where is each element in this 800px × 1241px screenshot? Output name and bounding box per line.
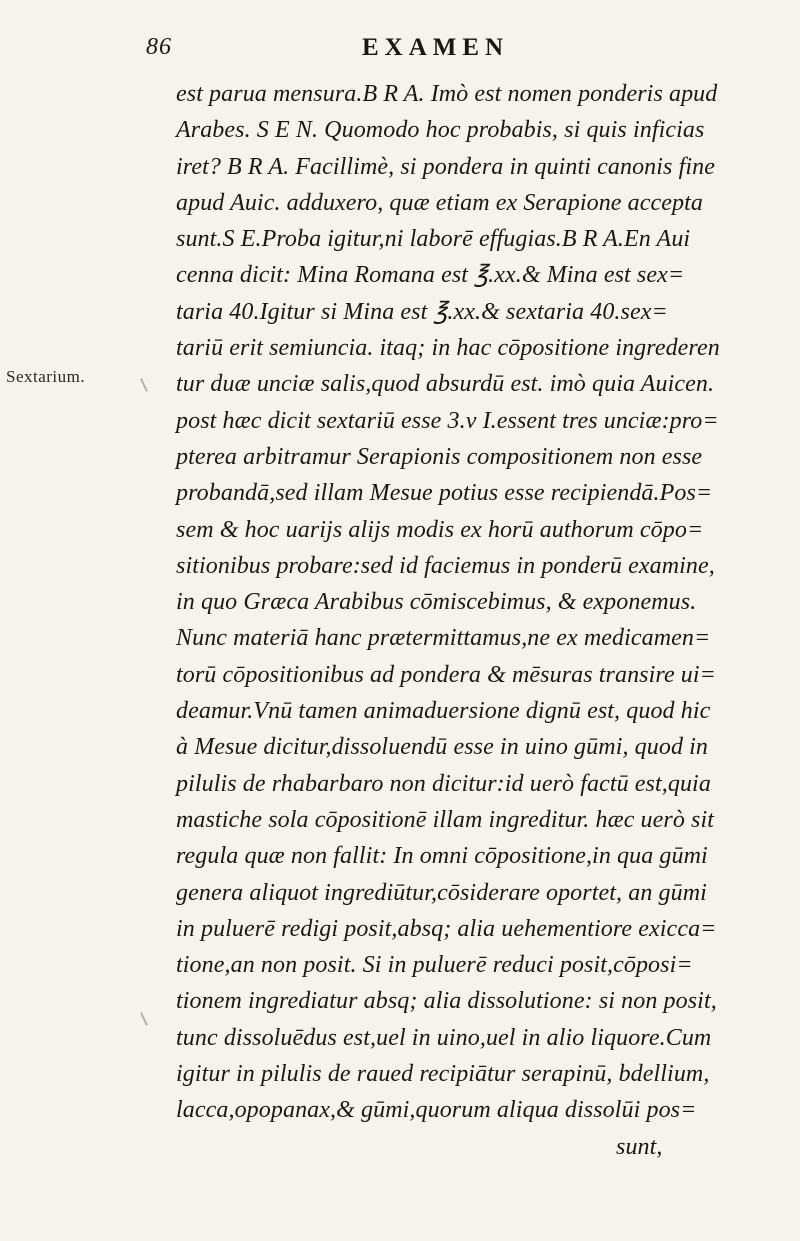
text-line: tunc dissoluēdus est,uel in uino,uel in alio liquore.Cum bbox=[176, 1024, 712, 1051]
text-line: genera aliquot ingrediūtur,cōsiderare oportet, an gūmi bbox=[176, 879, 707, 906]
margin-mark-lower bbox=[140, 1012, 148, 1026]
running-head bbox=[140, 34, 700, 68]
text-line: sitionibus probare:sed id faciemus in ponderū examine, bbox=[176, 552, 715, 579]
text-line: post hæc dicit sextariū esse 3.v I.essent tres unciæ:pro= bbox=[176, 407, 719, 434]
page-number: 86 bbox=[146, 34, 172, 60]
text-line: Nunc materiā hanc prætermittamus,ne ex medicamen= bbox=[176, 625, 711, 652]
text-line: est parua mensura.B R A. Imò est nomen ponderis apud bbox=[176, 81, 718, 107]
text-line: pterea arbitramur Serapionis compositionem non esse bbox=[176, 443, 703, 470]
text-line: tariū erit semiuncia. itaq; in hac cōpositione ingrederen bbox=[176, 335, 720, 362]
text-line: probandā,sed illam Mesue potius esse recipiendā.Pos= bbox=[176, 480, 713, 507]
text-line: sem & hoc uarijs alijs modis ex horū authorum cōpo= bbox=[176, 516, 704, 543]
text-line: iret? B R A. Facillimè, si pondera in quinti canonis fine bbox=[176, 153, 715, 180]
margin-mark-upper bbox=[140, 378, 148, 392]
text-line: in puluerē redigi posit,absq; alia uehementiore exicca= bbox=[176, 915, 717, 942]
text-line: igitur in pilulis de raued recipiātur serapinū, bdellium, bbox=[176, 1061, 710, 1088]
text-line: cenna dicit: Mina Romana est ℥.xx.& Mina est sex= bbox=[176, 262, 685, 289]
text-line: tione,an non posit. Si in puluerē reduci posit,cōposi= bbox=[176, 952, 693, 979]
text-line: sunt.S E.Proba igitur,ni laborē effugias.B R A.En Aui bbox=[176, 226, 691, 253]
text-line: deamur.Vnū tamen animaduersione dignū est, quod hic bbox=[176, 698, 711, 725]
text-line: apud Auic. adduxero, quæ etiam ex Serapione accepta bbox=[176, 189, 703, 216]
running-title: EXAMEN bbox=[362, 34, 510, 61]
text-line: lacca,opopanax,& gūmi,quorum aliqua dissolūi pos= bbox=[176, 1097, 697, 1124]
text-line: tur duæ unciæ salis,quod absurdū est. imò quia Auicen. bbox=[176, 371, 715, 398]
body-text bbox=[176, 76, 776, 1165]
text-line: regula quæ non fallit: In omni cōpositione,in qua gūmi bbox=[176, 843, 708, 870]
marginal-note: Sextarium. bbox=[6, 367, 86, 386]
text-line: à Mesue dicitur,dissoluendū esse in uino gūmi, quod in bbox=[176, 734, 709, 761]
text-line: torū cōpositionibus ad pondera & mēsuras transire ui= bbox=[176, 661, 716, 688]
text-line: taria 40.Igitur si Mina est ℥.xx.& sextaria 40.sex= bbox=[176, 298, 668, 325]
text-line: pilulis de rhabarbaro non dicitur:id uerò factū est,quia bbox=[176, 770, 711, 797]
text-line: Arabes. S E N. Quomodo hoc probabis, si quis inficias bbox=[176, 117, 705, 144]
text-line: mastiche sola cōpositionē illam ingreditur. hæc uerò sit bbox=[176, 806, 715, 833]
text-line: tionem ingrediatur absq; alia dissolutione: si non posit, bbox=[176, 988, 717, 1015]
text-line: in quo Græca Arabibus cōmiscebimus, & exponemus. bbox=[176, 589, 697, 616]
catchword-line: sunt, bbox=[616, 1133, 663, 1160]
